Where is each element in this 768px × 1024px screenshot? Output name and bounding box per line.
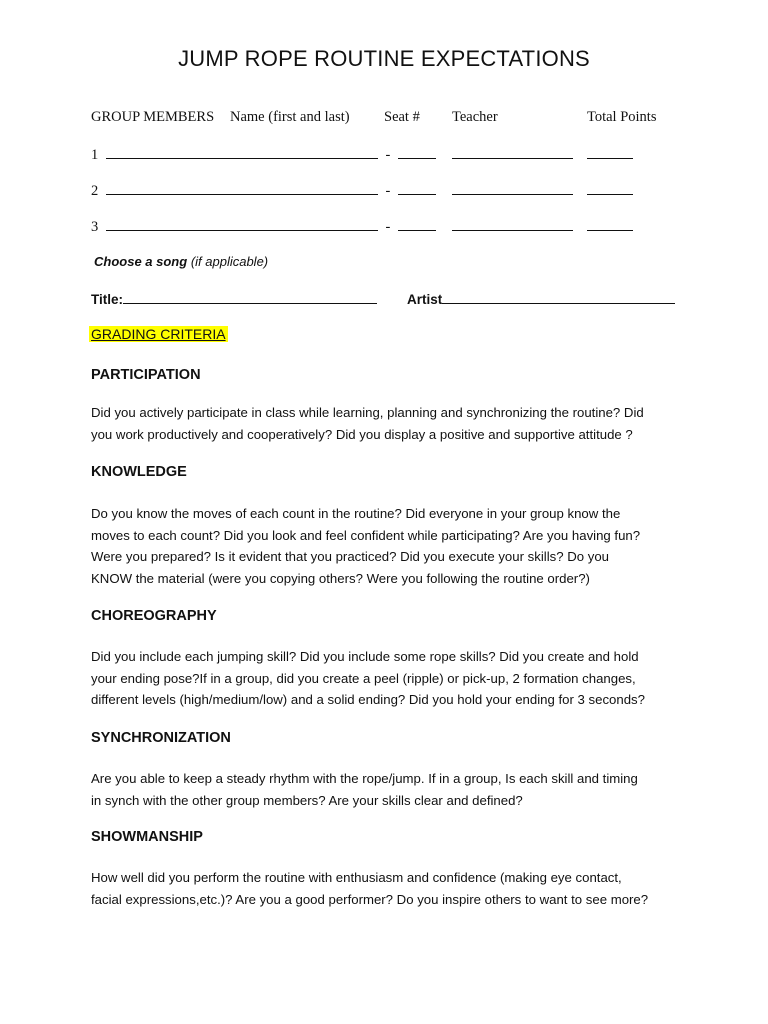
name-blank[interactable] <box>106 217 378 231</box>
teacher-blank[interactable] <box>452 145 573 159</box>
choose-song-note: (if applicable) <box>190 254 269 269</box>
body-line: in synch with the other group members? Are your skills clear and defined? <box>91 792 523 808</box>
artist-blank[interactable] <box>442 290 675 304</box>
artist-field <box>407 290 675 307</box>
title-field-label: Title: <box>91 292 124 307</box>
body-line: facial expressions,etc.)? Are you a good performer? Do you inspire others to want to see more? <box>91 891 649 907</box>
body-line: Do you know the moves of each count in the routine? Did everyone in your group know the <box>91 506 621 521</box>
section-heading-participation: PARTICIPATION <box>91 367 201 383</box>
section-body-knowledge <box>91 503 691 590</box>
points-blank[interactable] <box>587 181 633 195</box>
row-number: 1 <box>91 147 99 163</box>
body-line: KNOW the material (were you copying others? Were you following the routine order?) <box>91 571 590 587</box>
section-heading-synchronization: SYNCHRONIZATION <box>91 730 231 746</box>
body-line: Are you able to keep a steady rhythm with the rope/jump. If in a group, Is each skill and timing <box>91 771 638 786</box>
points-blank[interactable] <box>587 217 633 231</box>
title-field <box>91 290 377 307</box>
artist-field-label: Artist <box>407 292 443 307</box>
name-blank[interactable] <box>106 145 378 159</box>
body-line: Did you actively participate in class while learning, planning and synchronizing the routine? Did <box>91 405 644 420</box>
choose-song-label: Choose a song <box>94 254 188 269</box>
group-members-label: GROUP MEMBERS <box>91 109 215 125</box>
body-line: How well did you perform the routine with enthusiasm and confidence (making eye contact, <box>91 870 622 885</box>
body-line: different levels (high/medium/low) and a solid ending? Did you hold your ending for 3 seconds? <box>91 692 645 708</box>
section-body-synchronization <box>91 768 691 811</box>
teacher-blank[interactable] <box>452 217 573 231</box>
name-column-header: Name (first and last) <box>230 109 350 125</box>
row-dash: - <box>385 183 391 199</box>
seat-blank[interactable] <box>398 217 436 231</box>
row-number: 2 <box>91 183 99 199</box>
body-line: moves to each count? Did you look and feel confident while participating? Are you having fun? <box>91 527 641 543</box>
section-heading-knowledge: KNOWLEDGE <box>91 464 187 480</box>
total-points-column-header: Total Points <box>587 109 657 125</box>
body-line: you work productively and cooperatively? Did you display a positive and supportive attitude ? <box>91 426 633 442</box>
member-row <box>91 145 436 164</box>
choose-song-line <box>94 254 268 269</box>
body-line: Were you prepared? Is it evident that you practiced? Did you execute your skills? Do you <box>91 549 610 565</box>
body-line: Did you include each jumping skill? Did you include some rope skills? Did you create and hold <box>91 649 639 664</box>
grading-criteria-heading: GRADING CRITERIA <box>91 326 226 342</box>
member-row <box>91 217 436 236</box>
seat-blank[interactable] <box>398 145 436 159</box>
section-body-participation <box>91 402 691 445</box>
section-heading-choreography: CHOREOGRAPHY <box>91 608 217 624</box>
row-dash: - <box>385 147 391 163</box>
body-line: your ending pose?If in a group, did you create a peel (ripple) or pick-up, 2 formation changes, <box>91 670 636 686</box>
teacher-blank[interactable] <box>452 181 573 195</box>
row-dash: - <box>385 219 391 235</box>
section-heading-showmanship: SHOWMANSHIP <box>91 829 203 845</box>
seat-column-header: Seat # <box>384 109 420 125</box>
member-row <box>91 181 436 200</box>
seat-blank[interactable] <box>398 181 436 195</box>
points-blank[interactable] <box>587 145 633 159</box>
section-body-choreography <box>91 646 691 711</box>
row-number: 3 <box>91 219 99 235</box>
page-title: JUMP ROPE ROUTINE EXPECTATIONS <box>178 46 590 71</box>
teacher-column-header: Teacher <box>452 109 498 125</box>
name-blank[interactable] <box>106 181 378 195</box>
title-blank[interactable] <box>123 290 377 304</box>
section-body-showmanship <box>91 867 691 910</box>
